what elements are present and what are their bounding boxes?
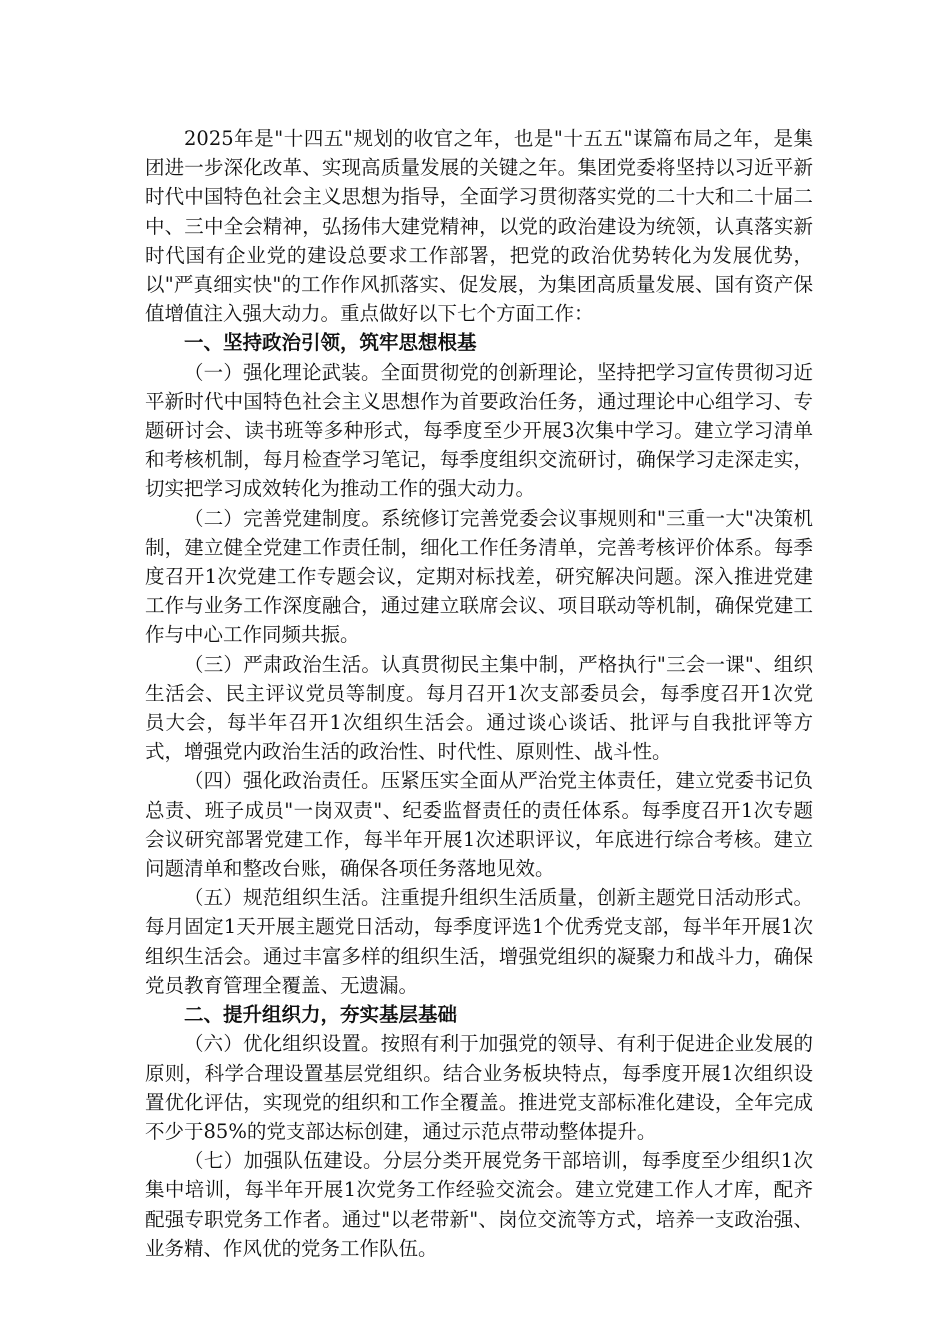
item-6-paragraph: （六）优化组织设置。按照有利于加强党的领导、有利于促进企业发展的原则，科学合理设置基层党组织。结合业务板块特点，每季度开展1次组织设置优化评估，实现党的组织和工作全覆盖。推进党支部标准化建设，全年完成不少于85%的党支部达标创建，通过示范点带动整体提升。 [145, 1032, 813, 1143]
item-7-paragraph: （七）加强队伍建设。分层分类开展党务干部培训，每季度至少组织1次集中培训，每半年开展1次党务工作经验交流会。建立党建工作人才库，配齐配强专职党务工作者。通过"以老带新"、岗位交流等方式，培养一支政治强、业务精、作风优的党务工作队伍。 [145, 1149, 813, 1260]
section-2-heading: 二、提升组织力，夯实基层基础 [184, 1003, 458, 1027]
item-4-paragraph: （四）强化政治责任。压紧压实全面从严治党主体责任，建立党委书记负总责、班子成员"一岗双责"、纪委监督责任的责任体系。每季度召开1次专题会议研究部署党建工作，每半年开展1次述职评议，年底进行综合考核。建立问题清单和整改台账，确保各项任务落地见效。 [145, 769, 813, 881]
item-5-paragraph: （五）规范组织生活。注重提升组织生活质量，创新主题党日活动形式。每月固定1天开展主题党日活动，每季度评选1个优秀党支部，每半年开展1次组织生活会。通过丰富多样的组织生活，增强党组织的凝聚力和战斗力，确保党员教育管理全覆盖、无遗漏。 [145, 886, 813, 997]
item-1-paragraph: （一）强化理论武装。全面贯彻党的创新理论，坚持把学习宣传贯彻习近平新时代中国特色社会主义思想作为首要政治任务，通过理论中心组学习、专题研讨会、读书班等多种形式，每季度至少开展3次集中学习。建立学习清单和考核机制，每月检查学习笔记，每季度组织交流研讨，确保学习走深走实，切实把学习成效转化为推动工作的强大动力。 [145, 360, 813, 501]
document-page [145, 124, 813, 1263]
section-1-heading: 一、坚持政治引领，筑牢思想根基 [184, 331, 477, 355]
intro-paragraph: 2025年是"十四五"规划的收官之年，也是"十五五"谋篇布局之年，是集团进一步深化改革、实现高质量发展的关键之年。集团党委将坚持以习近平新时代中国特色社会主义思想为指导，全面学习贯彻落实党的二十大和二十届二中、三中全会精神，弘扬伟大建党精神，以党的政治建设为统领，认真落实新时代国有企业党的建设总要求工作部署，把党的政治优势转化为发展优势，以"严真细实快"的工作作风抓落实、促发展，为集团高质量发展、国有资产保值增值注入强大动力。重点做好以下七个方面工作： [145, 127, 813, 326]
item-3-paragraph: （三）严肃政治生活。认真贯彻民主集中制，严格执行"三会一课"、组织生活会、民主评议党员等制度。每月召开1次支部委员会，每季度召开1次党员大会，每半年召开1次组织生活会。通过谈心谈话、批评与自我批评等方式，增强党内政治生活的政治性、时代性、原则性、战斗性。 [145, 652, 813, 764]
item-2-paragraph: （二）完善党建制度。系统修订完善党委会议事规则和"三重一大"决策机制，建立健全党建工作责任制，细化工作任务清单，完善考核评价体系。每季度召开1次党建工作专题会议，定期对标找差，研究解决问题。深入推进党建工作与业务工作深度融合，通过建立联席会议、项目联动等机制，确保党建工作与中心工作同频共振。 [145, 506, 813, 647]
